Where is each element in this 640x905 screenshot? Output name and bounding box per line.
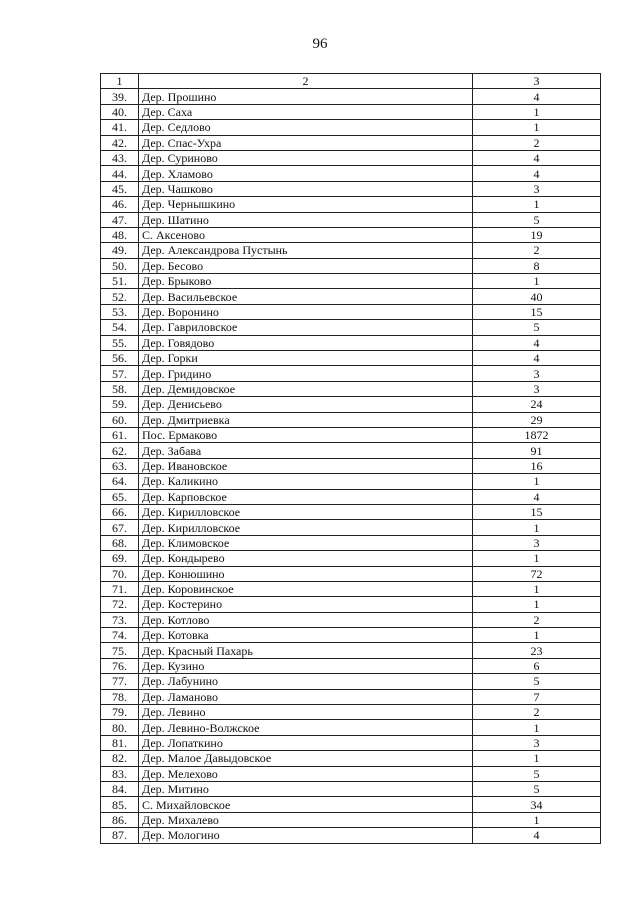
table-row xyxy=(101,427,601,442)
table-row xyxy=(101,735,601,750)
settlement-name-cell: Дер. Демидовское xyxy=(139,381,473,396)
row-number-cell: 42. xyxy=(101,135,139,150)
row-number-cell: 76. xyxy=(101,658,139,673)
row-number-cell: 70. xyxy=(101,566,139,581)
table-row xyxy=(101,335,601,350)
settlement-name-cell: Дер. Кирилловское xyxy=(139,520,473,535)
settlement-name-cell: Дер. Седлово xyxy=(139,120,473,135)
table-row xyxy=(101,812,601,827)
count-cell: 6 xyxy=(473,658,601,673)
row-number-cell: 46. xyxy=(101,197,139,212)
row-number-cell: 51. xyxy=(101,274,139,289)
row-number-cell: 64. xyxy=(101,474,139,489)
settlement-name-cell: Дер. Гавриловское xyxy=(139,320,473,335)
count-cell: 2 xyxy=(473,135,601,150)
settlement-name-cell: Пос. Ермаково xyxy=(139,427,473,442)
table-row xyxy=(101,351,601,366)
table-row xyxy=(101,289,601,304)
count-cell: 16 xyxy=(473,458,601,473)
settlement-name-cell: Дер. Васильевское xyxy=(139,289,473,304)
settlement-name-cell: Дер. Котлово xyxy=(139,612,473,627)
count-cell: 34 xyxy=(473,797,601,812)
page-number: 96 xyxy=(312,36,328,52)
settlement-name-cell: Дер. Денисьево xyxy=(139,397,473,412)
settlement-name-cell: Дер. Дмитриевка xyxy=(139,412,473,427)
row-number-cell: 63. xyxy=(101,458,139,473)
table-row xyxy=(101,104,601,119)
header-cell-count: 3 xyxy=(473,74,601,89)
count-cell: 3 xyxy=(473,181,601,196)
row-number-cell: 75. xyxy=(101,643,139,658)
count-cell: 1 xyxy=(473,520,601,535)
settlement-name-cell: Дер. Говядово xyxy=(139,335,473,350)
table-row xyxy=(101,412,601,427)
table-row xyxy=(101,705,601,720)
settlement-name-cell: Дер. Гридино xyxy=(139,366,473,381)
table-row xyxy=(101,828,601,843)
count-cell: 8 xyxy=(473,258,601,273)
count-cell: 24 xyxy=(473,397,601,412)
row-number-cell: 66. xyxy=(101,504,139,519)
table-row xyxy=(101,689,601,704)
row-number-cell: 43. xyxy=(101,150,139,165)
settlement-name-cell: Дер. Брыково xyxy=(139,274,473,289)
row-number-cell: 62. xyxy=(101,443,139,458)
count-cell: 1 xyxy=(473,474,601,489)
settlements-table xyxy=(100,73,601,844)
row-number-cell: 47. xyxy=(101,212,139,227)
settlement-name-cell: Дер. Лопаткино xyxy=(139,735,473,750)
settlement-name-cell: Дер. Малое Давыдовское xyxy=(139,751,473,766)
settlement-name-cell: Дер. Спас-Ухра xyxy=(139,135,473,150)
settlement-name-cell: С. Михайловское xyxy=(139,797,473,812)
settlement-name-cell: Дер. Александрова Пустынь xyxy=(139,243,473,258)
settlement-name-cell: Дер. Ламаново xyxy=(139,689,473,704)
count-cell: 3 xyxy=(473,535,601,550)
header-cell-name: 2 xyxy=(139,74,473,89)
count-cell: 91 xyxy=(473,443,601,458)
settlement-name-cell: Дер. Мологино xyxy=(139,828,473,843)
count-cell: 15 xyxy=(473,504,601,519)
row-number-cell: 69. xyxy=(101,551,139,566)
row-number-cell: 54. xyxy=(101,320,139,335)
row-number-cell: 74. xyxy=(101,628,139,643)
settlement-name-cell: Дер. Ивановское xyxy=(139,458,473,473)
row-number-cell: 45. xyxy=(101,181,139,196)
settlement-name-cell: Дер. Михалево xyxy=(139,812,473,827)
table-row xyxy=(101,766,601,781)
table-row xyxy=(101,581,601,596)
count-cell: 7 xyxy=(473,689,601,704)
settlement-name-cell: Дер. Лабунино xyxy=(139,674,473,689)
count-cell: 1 xyxy=(473,720,601,735)
settlement-name-cell: Дер. Котовка xyxy=(139,628,473,643)
settlement-name-cell: Дер. Каликино xyxy=(139,474,473,489)
settlement-name-cell: Дер. Митино xyxy=(139,781,473,796)
settlement-name-cell: Дер. Коровинское xyxy=(139,581,473,596)
settlement-name-cell: Дер. Бесово xyxy=(139,258,473,273)
table-row xyxy=(101,458,601,473)
count-cell: 2 xyxy=(473,243,601,258)
row-number-cell: 68. xyxy=(101,535,139,550)
table-row xyxy=(101,612,601,627)
row-number-cell: 82. xyxy=(101,751,139,766)
table-row xyxy=(101,89,601,104)
settlement-name-cell: Дер. Кирилловское xyxy=(139,504,473,519)
settlement-name-cell: Дер. Воронино xyxy=(139,304,473,319)
count-cell: 1 xyxy=(473,751,601,766)
settlement-name-cell: Дер. Горки xyxy=(139,351,473,366)
count-cell: 3 xyxy=(473,366,601,381)
table-row xyxy=(101,797,601,812)
settlement-name-cell: Дер. Саха xyxy=(139,104,473,119)
row-number-cell: 60. xyxy=(101,412,139,427)
table-row xyxy=(101,658,601,673)
row-number-cell: 39. xyxy=(101,89,139,104)
settlement-name-cell: Дер. Прошино xyxy=(139,89,473,104)
row-number-cell: 52. xyxy=(101,289,139,304)
settlement-name-cell: Дер. Шатино xyxy=(139,212,473,227)
count-cell: 4 xyxy=(473,351,601,366)
count-cell: 3 xyxy=(473,381,601,396)
table-row xyxy=(101,381,601,396)
row-number-cell: 57. xyxy=(101,366,139,381)
row-number-cell: 87. xyxy=(101,828,139,843)
settlement-name-cell: Дер. Чернышкино xyxy=(139,197,473,212)
row-number-cell: 50. xyxy=(101,258,139,273)
table-row xyxy=(101,520,601,535)
table-row xyxy=(101,535,601,550)
settlement-name-cell: Дер. Красный Пахарь xyxy=(139,643,473,658)
count-cell: 3 xyxy=(473,735,601,750)
table-row xyxy=(101,150,601,165)
settlement-name-cell: Дер. Чашково xyxy=(139,181,473,196)
count-cell: 4 xyxy=(473,150,601,165)
table-row xyxy=(101,397,601,412)
row-number-cell: 80. xyxy=(101,720,139,735)
count-cell: 1 xyxy=(473,120,601,135)
row-number-cell: 77. xyxy=(101,674,139,689)
count-cell: 1 xyxy=(473,104,601,119)
table-row xyxy=(101,243,601,258)
count-cell: 19 xyxy=(473,227,601,242)
settlement-name-cell: Дер. Костерино xyxy=(139,597,473,612)
count-cell: 1 xyxy=(473,628,601,643)
table-row xyxy=(101,135,601,150)
table-row xyxy=(101,474,601,489)
count-cell: 15 xyxy=(473,304,601,319)
row-number-cell: 58. xyxy=(101,381,139,396)
row-number-cell: 55. xyxy=(101,335,139,350)
settlement-name-cell: С. Аксеново xyxy=(139,227,473,242)
table-row xyxy=(101,597,601,612)
row-number-cell: 81. xyxy=(101,735,139,750)
row-number-cell: 83. xyxy=(101,766,139,781)
count-cell: 1 xyxy=(473,551,601,566)
table-row xyxy=(101,304,601,319)
table-row xyxy=(101,551,601,566)
settlement-name-cell: Дер. Кондырево xyxy=(139,551,473,566)
table-row xyxy=(101,628,601,643)
table-row xyxy=(101,166,601,181)
count-cell: 1 xyxy=(473,197,601,212)
settlement-name-cell: Дер. Конюшино xyxy=(139,566,473,581)
table-header-row xyxy=(101,74,601,89)
row-number-cell: 71. xyxy=(101,581,139,596)
settlement-name-cell: Дер. Забава xyxy=(139,443,473,458)
settlement-name-cell: Дер. Хламово xyxy=(139,166,473,181)
row-number-cell: 59. xyxy=(101,397,139,412)
row-number-cell: 53. xyxy=(101,304,139,319)
settlement-name-cell: Дер. Карповское xyxy=(139,489,473,504)
table-row xyxy=(101,751,601,766)
row-number-cell: 56. xyxy=(101,351,139,366)
settlement-name-cell: Дер. Левино xyxy=(139,705,473,720)
table-row xyxy=(101,366,601,381)
count-cell: 4 xyxy=(473,166,601,181)
table-row xyxy=(101,320,601,335)
settlement-name-cell: Дер. Мелехово xyxy=(139,766,473,781)
count-cell: 1872 xyxy=(473,427,601,442)
count-cell: 29 xyxy=(473,412,601,427)
count-cell: 4 xyxy=(473,489,601,504)
row-number-cell: 85. xyxy=(101,797,139,812)
row-number-cell: 49. xyxy=(101,243,139,258)
table-row xyxy=(101,443,601,458)
count-cell: 1 xyxy=(473,597,601,612)
settlement-name-cell: Дер. Климовское xyxy=(139,535,473,550)
count-cell: 40 xyxy=(473,289,601,304)
count-cell: 5 xyxy=(473,766,601,781)
count-cell: 72 xyxy=(473,566,601,581)
row-number-cell: 41. xyxy=(101,120,139,135)
row-number-cell: 67. xyxy=(101,520,139,535)
table-row xyxy=(101,674,601,689)
header-cell-number: 1 xyxy=(101,74,139,89)
count-cell: 5 xyxy=(473,781,601,796)
table-row xyxy=(101,197,601,212)
row-number-cell: 61. xyxy=(101,427,139,442)
count-cell: 5 xyxy=(473,674,601,689)
row-number-cell: 65. xyxy=(101,489,139,504)
table-row xyxy=(101,489,601,504)
table-row xyxy=(101,227,601,242)
count-cell: 5 xyxy=(473,320,601,335)
table-row xyxy=(101,212,601,227)
row-number-cell: 73. xyxy=(101,612,139,627)
count-cell: 1 xyxy=(473,581,601,596)
settlement-name-cell: Дер. Левино-Волжское xyxy=(139,720,473,735)
row-number-cell: 84. xyxy=(101,781,139,796)
table-row xyxy=(101,643,601,658)
table-row xyxy=(101,504,601,519)
count-cell: 2 xyxy=(473,612,601,627)
count-cell: 1 xyxy=(473,274,601,289)
table-row xyxy=(101,120,601,135)
count-cell: 2 xyxy=(473,705,601,720)
row-number-cell: 40. xyxy=(101,104,139,119)
row-number-cell: 44. xyxy=(101,166,139,181)
row-number-cell: 79. xyxy=(101,705,139,720)
table-row xyxy=(101,258,601,273)
row-number-cell: 48. xyxy=(101,227,139,242)
settlement-name-cell: Дер. Кузино xyxy=(139,658,473,673)
table-row xyxy=(101,720,601,735)
count-cell: 23 xyxy=(473,643,601,658)
row-number-cell: 86. xyxy=(101,812,139,827)
count-cell: 4 xyxy=(473,335,601,350)
settlement-name-cell: Дер. Суриново xyxy=(139,150,473,165)
table-row xyxy=(101,274,601,289)
table-row xyxy=(101,781,601,796)
table-row xyxy=(101,566,601,581)
row-number-cell: 78. xyxy=(101,689,139,704)
table-row xyxy=(101,181,601,196)
row-number-cell: 72. xyxy=(101,597,139,612)
count-cell: 5 xyxy=(473,212,601,227)
count-cell: 1 xyxy=(473,812,601,827)
count-cell: 4 xyxy=(473,828,601,843)
count-cell: 4 xyxy=(473,89,601,104)
